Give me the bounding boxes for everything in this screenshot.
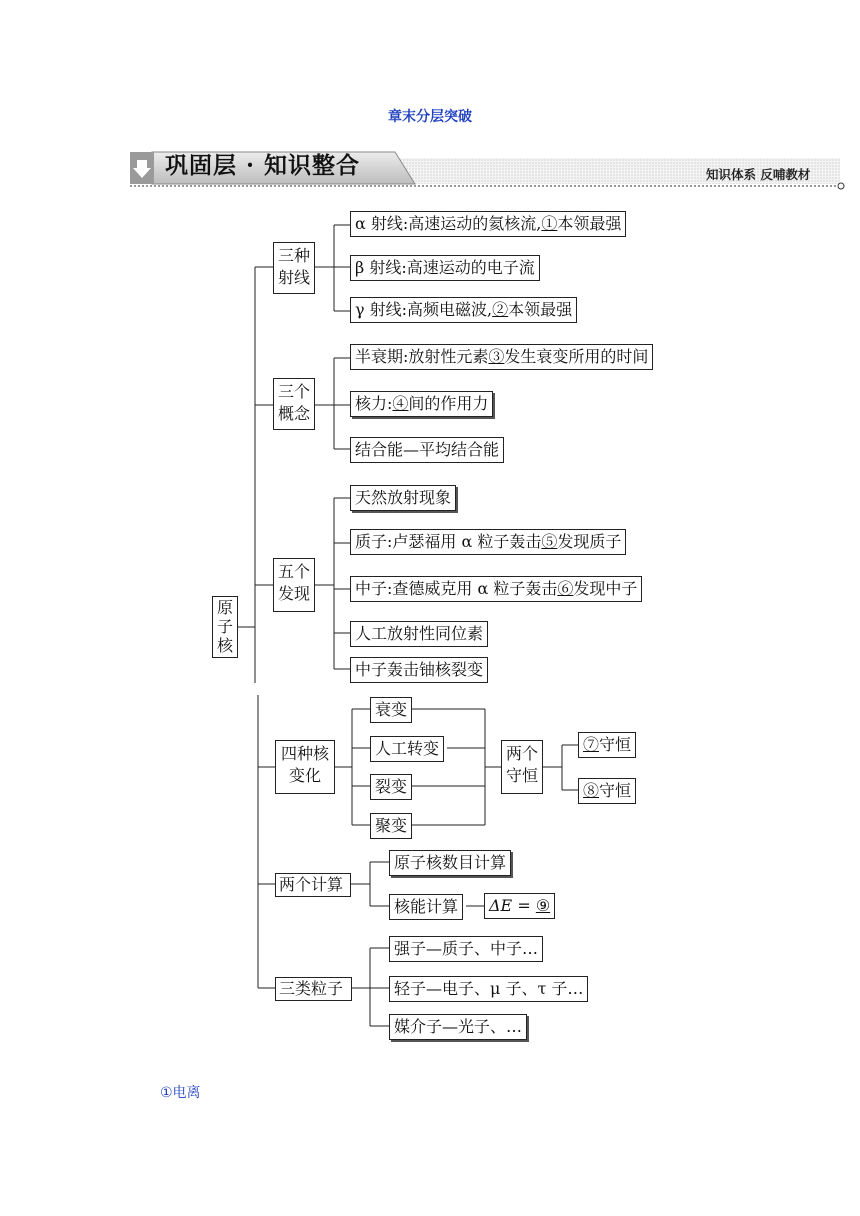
calc-nucleus-count: 原子核数目计算	[389, 850, 511, 876]
concept-nuclear-force: 核力:④间的作用力	[350, 391, 493, 417]
formula-delta-e: ΔE = ⑨	[484, 893, 555, 919]
particle-leptons: 轻子—电子、μ 子、τ 子…	[389, 976, 588, 1002]
change-artificial-transmutation: 人工转变	[370, 736, 444, 762]
calc-nuclear-energy: 核能计算	[389, 894, 463, 920]
category-particles: 三类粒子	[275, 977, 352, 1001]
discovery-uranium-fission: 中子轰击铀核裂变	[350, 657, 488, 683]
blank-4: ④	[392, 394, 409, 413]
category-changes: 四种核变化	[275, 740, 335, 794]
blank-6: ⑥	[557, 579, 574, 598]
chapter-title: 章末分层突破	[388, 109, 472, 125]
conservation-7: ⑦守恒	[578, 732, 636, 758]
change-fission: 裂变	[370, 774, 412, 800]
blank-2: ②	[492, 300, 509, 319]
category-rays: 三种射线	[273, 242, 315, 294]
particle-mediators: 媒介子—光子、…	[389, 1014, 527, 1040]
ray-gamma: γ 射线:高频电磁波,②本领最强	[350, 297, 577, 323]
discovery-proton: 质子:卢瑟福用 α 粒子轰击⑤发现质子	[350, 529, 626, 555]
discovery-artificial-isotope: 人工放射性同位素	[350, 621, 488, 647]
category-calculations: 两个计算	[275, 873, 351, 897]
banner-subtitle: 知识体系 反哺教材	[706, 167, 811, 182]
blank-7: ⑦	[583, 735, 600, 754]
change-decay: 衰变	[370, 697, 412, 723]
particle-hadrons: 强子—质子、中子…	[389, 936, 543, 962]
blank-5: ⑤	[541, 532, 558, 551]
change-fusion: 聚变	[370, 813, 412, 839]
conservation-group: 两个守恒	[501, 740, 543, 794]
ray-beta: β 射线:高速运动的电子流	[350, 255, 540, 281]
ray-alpha: α 射线:高速运动的氦核流,①本领最强	[350, 211, 626, 237]
discovery-natural-radioactivity: 天然放射现象	[350, 485, 456, 511]
category-discoveries: 五个发现	[273, 558, 315, 612]
blank-1: ①	[541, 214, 558, 233]
concept-binding-energy: 结合能—平均结合能	[350, 437, 504, 463]
discovery-neutron: 中子:查德威克用 α 粒子轰击⑥发现中子	[350, 576, 642, 602]
root-box: 原子核	[212, 596, 238, 658]
category-concepts: 三个概念	[273, 378, 315, 430]
conservation-8: ⑧守恒	[578, 778, 636, 804]
banner-title: 巩固层 · 知识整合	[165, 152, 361, 179]
blank-8: ⑧	[583, 781, 600, 800]
blank-9: ⑨	[535, 896, 551, 915]
answer-1: ①电离	[160, 1085, 201, 1101]
blank-3: ③	[488, 347, 505, 366]
concept-half-life: 半衰期:放射性元素③发生衰变所用的时间	[350, 344, 653, 370]
